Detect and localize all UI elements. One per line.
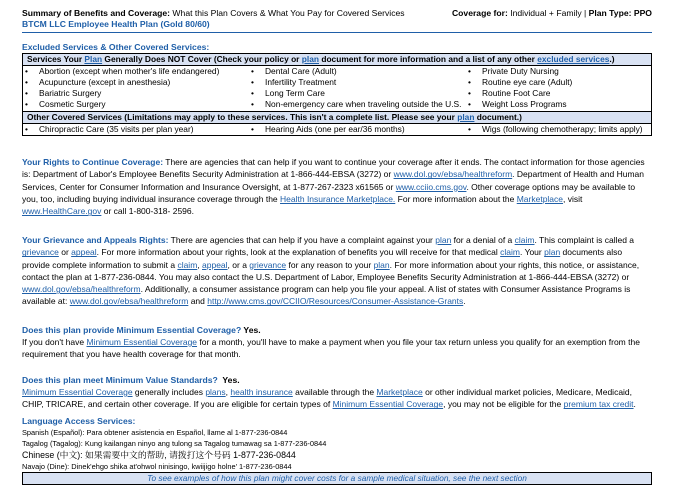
mvs-section xyxy=(22,374,652,411)
other-services-header: Other Covered Services (Limitations may apply to these services. This isn't a complete list. Please see your plan document.) xyxy=(23,112,651,124)
premium-tax-credit-link[interactable]: premium tax credit xyxy=(563,399,634,410)
list-item: • Weight Loss Programs xyxy=(468,99,655,110)
excluded-services-list xyxy=(23,66,651,112)
health-insurance-link[interactable]: health insurance xyxy=(230,387,293,397)
mec-answer: If you don't have Minimum Essential Coverage for a month, you'll have to make a payment when you file your tax return unless you qualify for an exemption from the requirement that you have health coverage for that month. xyxy=(22,337,640,360)
other-services-list xyxy=(23,124,651,135)
list-item: • Bariatric Surgery xyxy=(25,88,251,99)
plan-link[interactable]: plan xyxy=(544,247,561,258)
rights-heading: Your Rights to Continue Coverage: xyxy=(22,157,164,167)
plan-link[interactable]: Plan xyxy=(84,54,103,64)
document-title: Summary of Benefits and Coverage: What this Plan Covers & What You Pay for Covered Services xyxy=(22,8,405,18)
claim-link[interactable]: claim xyxy=(514,235,535,245)
mec-section xyxy=(22,324,652,361)
plan-link[interactable]: plan xyxy=(435,235,452,245)
mvs-question: Does this plan meet Minimum Value Standards? Yes. xyxy=(22,375,240,385)
appeal-link[interactable]: appeal xyxy=(71,247,97,258)
header-divider xyxy=(22,32,652,33)
list-item: • Hearing Aids (one per ear/36 months) xyxy=(251,124,468,135)
language-spanish: Spanish (Español): Para obtener asistencia en Español, llame al 1-877-236-0844 xyxy=(22,428,288,437)
claim-link[interactable]: claim xyxy=(500,247,520,258)
claim-link[interactable]: claim xyxy=(177,259,198,270)
list-item: • Private Duty Nursing xyxy=(468,66,655,77)
mec-link[interactable]: Minimum Essential Coverage xyxy=(22,387,133,397)
language-chinese: Chinese (中文): 如果需要中文的帮助, 请拨打这个号码 1-877-236-0844 xyxy=(22,450,296,460)
grievance-link[interactable]: grievance xyxy=(249,259,287,270)
excluded-col-1 xyxy=(25,66,251,110)
rights-to-continue-paragraph: Your Rights to Continue Coverage: There are agencies that can help if you want to continue your coverage after it ends. The contact information for those agencies is: Department of Labor's Employee Benefits Security Administration at 1-866-444-EBSA (3272) or www.dol.gov/ebsa/healthreform. Department of Health and Human Services, Center for Consumer Information and Insurance Oversight, at 1-877-267-2323 x61565 or www.cciio.cms.gov. Other coverage options may be available to you, too, including buying individual insurance coverage through the Health Insurance Marketplace. For more information about the Marketplace, visit www.HealthCare.gov or call 1-800-318- 2596. xyxy=(22,157,645,217)
excluded-services-table xyxy=(22,53,652,136)
coverage-info: Coverage for: Individual + Family | Plan Type: PPO xyxy=(451,8,652,18)
excluded-table-header: Services Your Plan Generally Does NOT Cover (Check your policy or plan document for more information and a list of any other excluded services.) xyxy=(23,54,651,66)
mec-link[interactable]: Minimum Essential Coverage xyxy=(332,399,444,410)
appeal-link[interactable]: appeal xyxy=(202,259,228,270)
language-title: Language Access Services: xyxy=(22,416,136,426)
grievance-link[interactable]: grievance xyxy=(22,247,59,258)
plan-link[interactable]: plan xyxy=(457,112,475,122)
language-navajo: Navajo (Dine): Dinek'ehgo shika at'ohwol ninisingo, kwiijigo holne' 1-877-236-0844 xyxy=(22,462,292,471)
excluded-section xyxy=(22,42,652,136)
sbc-page xyxy=(22,8,652,471)
list-item: • Abortion (except when mother's life endangered) xyxy=(25,66,251,77)
excluded-services-link[interactable]: excluded services xyxy=(537,54,610,64)
marketplace-link[interactable]: Marketplace xyxy=(376,387,423,397)
list-item: • Non-emergency care when traveling outside the U.S. xyxy=(251,99,468,110)
grievance-heading: Your Grievance and Appeals Rights: xyxy=(22,235,169,245)
excluded-section-title: Excluded Services & Other Covered Services: xyxy=(22,42,210,52)
marketplace-link[interactable]: Health Insurance Marketplace. xyxy=(280,193,396,204)
marketplace-link[interactable]: Marketplace xyxy=(516,193,564,204)
dol-link[interactable]: www.dol.gov/ebsa/healthreform xyxy=(69,296,189,307)
header-title-block xyxy=(22,8,405,30)
language-access-section xyxy=(22,415,652,472)
list-item: • Routine eye care (Adult) xyxy=(468,77,655,88)
cciio-link[interactable]: www.cciio.cms.gov xyxy=(395,181,467,192)
list-item: • Infertility Treatment xyxy=(251,77,468,88)
mec-question: Does this plan provide Minimum Essential Coverage? Yes. xyxy=(22,325,261,335)
list-item: • Long Term Care xyxy=(251,88,468,99)
list-item: • Chiropractic Care (35 visits per plan year) xyxy=(25,124,251,135)
plans-link[interactable]: plans xyxy=(205,387,226,397)
mec-link[interactable]: Minimum Essential Coverage xyxy=(86,337,198,347)
footer-banner: To see examples of how this plan might cover costs for a sample medical situation, see the next section xyxy=(22,472,652,485)
list-item: • Acupuncture (except in anesthesia) xyxy=(25,77,251,88)
plan-link[interactable]: plan xyxy=(373,259,390,270)
language-tagalog: Tagalog (Tagalog): Kung kailangan ninyo ang tulong sa Tagalog tumawag sa 1-877-236-0844 xyxy=(22,439,327,448)
plan-name: BTCM LLC Employee Health Plan (Gold 80/60) xyxy=(22,19,210,29)
mvs-answer: Minimum Essential Coverage generally includes plans, health insurance available through the Marketplace or other individual market policies, Medicare, Medicaid, CHIP, TRICARE, and certain other coverage. If you are eligible for certain types of Minimum Essential Coverage, you may not be eligible for the premium tax credit. xyxy=(22,387,636,410)
document-header xyxy=(22,8,652,32)
healthcare-gov-link[interactable]: www.HealthCare.gov xyxy=(22,206,102,217)
grievance-paragraph: Your Grievance and Appeals Rights: There are agencies that can help if you have a complaint against your plan for a denial of a claim. This complaint is called a grievance or appeal. For more information about your rights, look at the explanation of benefits you will receive for that medical claim. Your plan documents also provide complete information to submit a claim, appeal, or a grievance for any reason to your plan. For more information about your rights, this notice, or assistance, contact the plan at 1-877-236-0844. You may also contact the U.S. Department of Labor, Employee Benefits Security Administration at 1-866-444-EBSA (3272) or www.dol.gov/ebsa/healthreform. Additionally, a consumer assistance program can help you file your appeal. A list of states with Consumer Assistance Programs is available at: www.dol.gov/ebsa/healthreform and http://www.cms.gov/CCIIO/Resources/Consumer-Assistance-Grants. xyxy=(22,235,640,307)
dol-link[interactable]: www.dol.gov/ebsa/healthreform xyxy=(393,169,513,180)
cms-link[interactable]: http://www.cms.gov/CCIIO/Resources/Consumer-Assistance-Grants xyxy=(207,296,464,307)
list-item: • Cosmetic Surgery xyxy=(25,99,251,110)
dol-link[interactable]: www.dol.gov/ebsa/healthreform xyxy=(22,284,141,295)
excluded-col-3 xyxy=(468,66,655,110)
excluded-col-2 xyxy=(251,66,468,110)
list-item: • Wigs (following chemotherapy; limits apply) xyxy=(468,124,655,135)
list-item: • Dental Care (Adult) xyxy=(251,66,468,77)
plan-link[interactable]: plan xyxy=(301,54,319,64)
list-item: • Routine Foot Care xyxy=(468,88,655,99)
